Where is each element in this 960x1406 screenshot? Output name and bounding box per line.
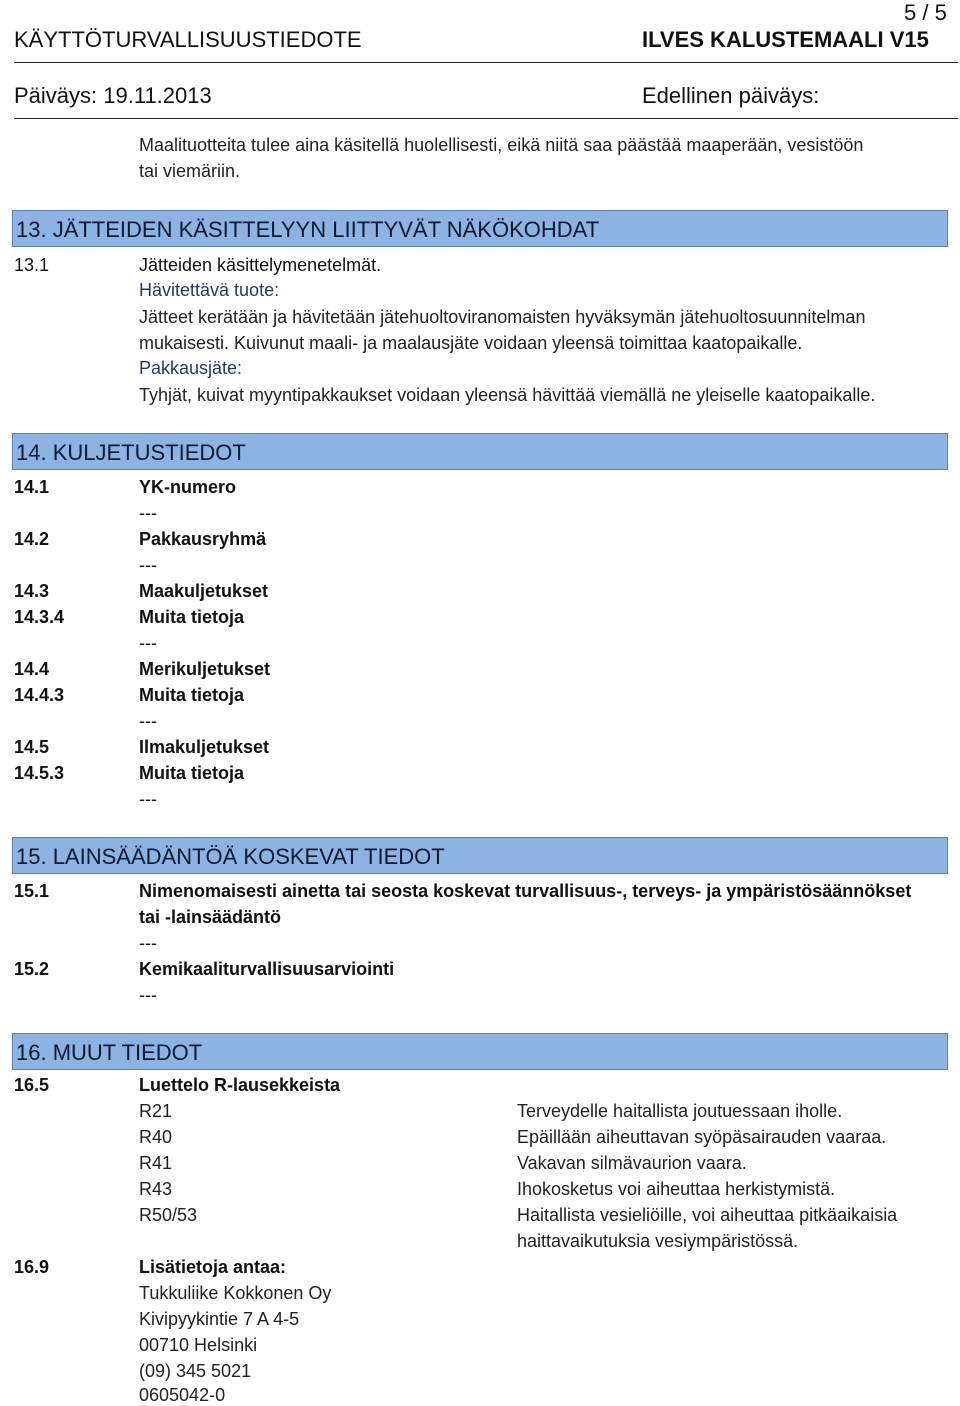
dash: --- [139, 633, 157, 653]
dash: --- [139, 555, 157, 575]
header-divider [14, 62, 958, 63]
item-label: Ilmakuljetukset [139, 737, 270, 757]
item-number: 14.4 [14, 659, 50, 679]
section-14-title: 14. KULJETUSTIEDOT [16, 440, 246, 465]
packaging-waste-heading: Pakkausjäte: [139, 358, 243, 378]
item-label: Kemikaaliturvallisuusarviointi [139, 959, 395, 979]
dash: --- [139, 985, 157, 1005]
item-label: Pakkausryhmä [139, 529, 267, 549]
item-number: 15.1 [14, 881, 50, 901]
item-label: Luettelo R-lausekkeista [139, 1075, 341, 1095]
item-label: Jätteiden käsittelymenetelmät. [139, 255, 382, 275]
item-label: Nimenomaisesti ainetta tai seosta koskevat turvallisuus-, terveys- ja ympäristösäännökset [139, 881, 912, 901]
r-phrase-code: R40 [139, 1127, 173, 1147]
product-name: ILVES KALUSTEMAALI V15 [642, 27, 929, 52]
r-phrase-text: Ihokosketus voi aiheuttaa herkistymistä. [517, 1179, 836, 1199]
packaging-waste-text: Tyhjät, kuivat myyntipakkaukset voidaan yleensä hävittää viemällä ne yleiselle kaatopaikalle. [139, 385, 876, 405]
contact-company: Tukkuliike Kokkonen Oy [139, 1283, 332, 1303]
r-phrase-text: Epäillään aiheuttavan syöpäsairauden vaaraa. [517, 1127, 887, 1147]
contact-city: 00710 Helsinki [139, 1335, 258, 1355]
issue-date: Päiväys: 19.11.2013 [14, 83, 212, 108]
document-title: KÄYTTÖTURVALLISUUSTIEDOTE [14, 27, 362, 52]
contact-business-id: 0605042-0 [139, 1385, 226, 1405]
section-14-header [12, 433, 948, 470]
item-number: 13.1 [14, 255, 50, 275]
section-15-title: 15. LAINSÄÄDÄNTÖÄ KOSKEVAT TIEDOT [16, 844, 445, 869]
dash: --- [139, 711, 157, 731]
previous-date: Edellinen päiväys: [642, 83, 820, 108]
item-number: 16.9 [14, 1257, 50, 1277]
item-number: 14.2 [14, 529, 50, 549]
disposal-product-heading: Hävitettävä tuote: [139, 280, 280, 300]
item-number: 14.5.3 [14, 763, 65, 783]
item-label: Merikuljetukset [139, 659, 271, 679]
r-phrase-code: R43 [139, 1179, 173, 1199]
section-13-header [12, 210, 948, 247]
item-number: 16.5 [14, 1075, 50, 1095]
disposal-text-1: Jätteet kerätään ja hävitetään jätehuoltoviranomaisten hyväksymän jätehuoltosuunnitelman [139, 307, 866, 327]
item-number: 14.4.3 [14, 685, 65, 705]
contact-address: Kivipyykintie 7 A 4-5 [139, 1309, 300, 1329]
r-phrase-text: Terveydelle haitallista joutuessaan iholle. [517, 1101, 843, 1121]
header-divider-2 [14, 118, 958, 119]
item-label: YK-numero [139, 477, 237, 497]
page-number: 5 / 5 [904, 0, 947, 25]
disposal-text-2: mukaisesti. Kuivunut maali- ja maalausjäte voidaan yleensä toimittaa kaatopaikalle. [139, 333, 803, 353]
item-label: Lisätietoja antaa: [139, 1257, 287, 1277]
section-13-title: 13. JÄTTEIDEN KÄSITTELYYN LIITTYVÄT NÄKÖKOHDAT [16, 217, 600, 242]
intro-line-2: tai viemäriin. [139, 161, 241, 181]
r-phrase-text: Vakavan silmävaurion vaara. [517, 1153, 747, 1173]
contact-phone: (09) 345 5021 [139, 1361, 252, 1381]
r-phrase-code: R50/53 [139, 1205, 198, 1225]
item-label: Muita tietoja [139, 763, 245, 783]
dash: --- [139, 933, 157, 953]
item-number: 14.3.4 [14, 607, 65, 627]
dash: --- [139, 503, 157, 523]
item-number: 14.1 [14, 477, 50, 497]
item-number: 14.5 [14, 737, 50, 757]
r-phrase-text: Haitallista vesieliöille, voi aiheuttaa pitkäaikaisia [517, 1205, 898, 1225]
item-label: Muita tietoja [139, 607, 245, 627]
section-15-header [12, 837, 948, 874]
r-phrase-code: R21 [139, 1101, 173, 1121]
section-16-header [12, 1033, 948, 1070]
intro-line-1: Maalituotteita tulee aina käsitellä huolellisesti, eikä niitä saa päästää maaperään, vesistöön [139, 135, 864, 155]
r-phrase-text-cont: haittavaikutuksia vesiympäristössä. [517, 1231, 799, 1251]
section-16-title: 16. MUUT TIEDOT [16, 1040, 203, 1065]
r-phrase-code: R41 [139, 1153, 173, 1173]
item-label: Maakuljetukset [139, 581, 269, 601]
dash: --- [139, 789, 157, 809]
item-label-cont: tai -lainsäädäntö [139, 907, 282, 927]
item-label: Muita tietoja [139, 685, 245, 705]
item-number: 15.2 [14, 959, 50, 979]
item-number: 14.3 [14, 581, 50, 601]
